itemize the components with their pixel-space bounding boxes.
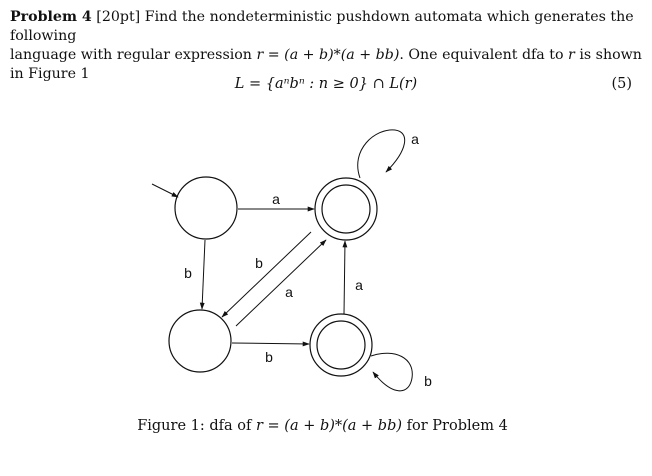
edge-label-q0-q1: a xyxy=(272,191,280,207)
problem-heading: Problem 4 xyxy=(10,9,92,25)
language-equation: L = {aⁿbⁿ : n ≥ 0} ∩ L(r) xyxy=(234,76,418,92)
problem-regex: r = (a + b)*(a + bb) xyxy=(256,47,400,63)
start-arrow xyxy=(152,184,178,197)
edge-q2-q1 xyxy=(236,240,326,326)
edge-q0-q2 xyxy=(202,240,205,309)
state-q1 xyxy=(315,178,377,240)
caption-suffix: for Problem 4 xyxy=(402,418,508,434)
state-q0 xyxy=(175,177,237,239)
caption-regex: r = (a + b)*(a + bb) xyxy=(255,418,403,434)
edge-q3-q1 xyxy=(344,241,345,314)
self-loop-q1 xyxy=(358,130,405,178)
problem-r-var: r xyxy=(568,47,575,63)
figure-caption xyxy=(0,418,645,434)
problem-text-line1: Find the nondeterministic pushdown automata which generates the following xyxy=(10,9,634,44)
problem-text-line2a: language with regular expression xyxy=(10,47,257,63)
edge-q1-q2 xyxy=(222,232,311,317)
problem-text-line2c: is shown in Figure 1 xyxy=(10,47,642,82)
state-q2 xyxy=(169,310,231,372)
equation-number: (5) xyxy=(611,76,632,92)
caption-prefix: Figure 1: dfa of xyxy=(137,418,256,434)
problem-text-line2b: . One equivalent dfa to xyxy=(399,47,569,63)
edge-label-q1-q1: a xyxy=(411,131,419,147)
edge-label-q2-q1: a xyxy=(285,284,293,300)
self-loop-q3 xyxy=(371,353,412,391)
edge-label-q1-q2: b xyxy=(255,255,263,271)
edge-q2-q3 xyxy=(232,343,309,344)
edge-label-q3-q3: b xyxy=(424,373,432,389)
edge-label-q0-q2: b xyxy=(184,265,192,281)
edge-label-q3-q1: a xyxy=(355,277,363,293)
edge-label-q2-q3: b xyxy=(265,349,273,365)
problem-points: [20pt] xyxy=(96,9,141,25)
state-q3 xyxy=(310,314,372,376)
